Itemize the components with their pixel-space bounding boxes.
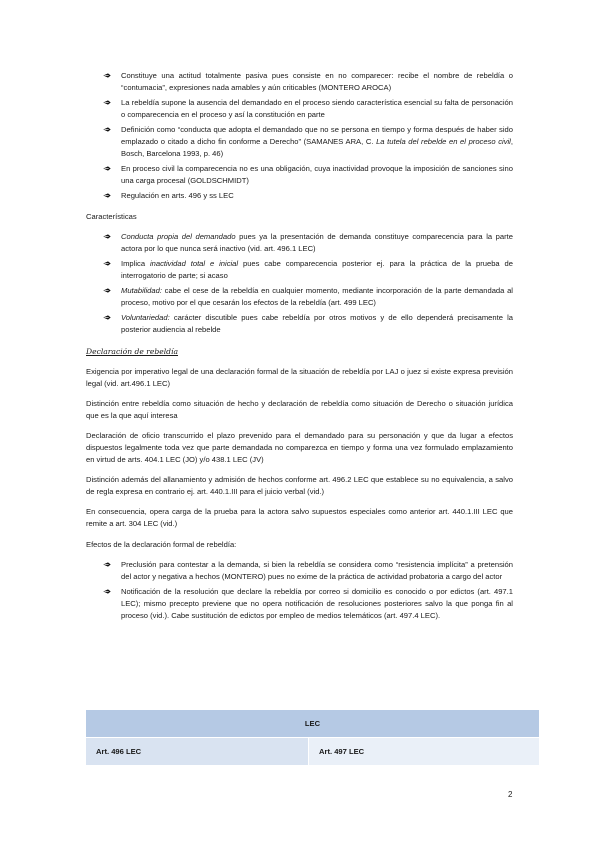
list-item-text: Preclusión para contestar a la demanda, si bien la rebeldía se considera como “resistencia implícita” a pretensión del actor y negativa a hechos (MONTERO) pues no exime de la práctica de actividad probatoria a cargo del actor <box>121 560 513 581</box>
pen-nib-icon <box>103 166 111 171</box>
emphasis-text: Mutabilidad: <box>121 286 162 295</box>
pen-nib-icon <box>103 193 111 198</box>
list-item <box>86 258 513 282</box>
pen-nib-icon <box>103 288 111 293</box>
list-item-text: La rebeldía supone la ausencia del demandado en el proceso siendo característica esencial su falta de personación o comparecencia en el proceso y así la constitución en parte <box>121 98 513 119</box>
table-row <box>86 738 539 766</box>
book-title: La tutela del rebelde en el proceso civil <box>376 137 511 146</box>
list-item <box>86 124 513 160</box>
table-cell: Art. 497 LEC <box>309 738 540 766</box>
caracteristicas-list <box>86 231 513 336</box>
list-item <box>86 97 513 121</box>
table-header-cell: LEC <box>86 710 539 738</box>
table-cell: Art. 496 LEC <box>86 738 309 766</box>
list-item <box>86 163 513 187</box>
efectos-list <box>86 559 513 622</box>
paragraph: Distinción además del allanamiento y admisión de hechos conforme art. 496.2 LEC que establece su no equivalencia, a salvo de regla expresa en contrario ej. art. 440.1.III para el juicio verbal (vid.) <box>86 475 513 496</box>
list-item-text: Notificación de la resolución que declare la rebeldía por correo si domicilio es conocido o por edictos (art. 497.1 LEC); mismo precepto previene que no opera notificación de resoluciones posteriores salvo la que ponga fin al proceso (vid.). Cabe sustitución de edictos por empleo de medios telemáticos (art. 497.4 LEC). <box>121 587 513 620</box>
pen-nib-icon <box>103 234 111 239</box>
list-item-text: carácter discutible pues cabe rebeldía por otros motivos y de ello dependerá precisamente la posterior audiencia al rebelde <box>121 313 513 334</box>
list-item-text: , Bosch, Barcelona 1993, p. 46) <box>121 137 513 158</box>
emphasis-text: Conducta propia del demandado <box>121 232 236 241</box>
list-item-text: cabe el cese de la rebeldía en cualquier momento, mediante incorporación de la parte demandada al proceso, motivo por el que cesarán los efectos de la rebeldía (art. 499 LEC) <box>121 286 513 307</box>
list-item-text: pues cabe comparecencia posterior ej. para la práctica de la prueba de interrogatorio de parte; si acaso <box>121 259 513 280</box>
paragraph: Distinción entre rebeldía como situación de hecho y declaración de rebeldía como situación de Derecho o situación jurídica que es la que aquí interesa <box>86 399 513 420</box>
list-item-text: Implica <box>121 259 150 268</box>
list-item <box>86 586 513 622</box>
emphasis-text: Voluntariedad: <box>121 313 170 322</box>
list-item-text: En proceso civil la comparecencia no es una obligación, cuya inactividad provoque la imposición de sanciones sino una carga procesal (GOLDSCHMIDT) <box>121 164 513 185</box>
intro-list <box>86 70 513 202</box>
list-item <box>86 312 513 336</box>
list-item-text: Constituye una actitud totalmente pasiva pues consiste en no comparecer: recibe el nombre de rebeldía o “contumacia”, expresiones nada amables y aún criticables (MONTERO AROCA) <box>121 71 513 92</box>
list-item <box>86 190 513 202</box>
page-number: 2 <box>508 790 513 799</box>
section-heading-efectos: Efectos de la declaración formal de rebeldía: <box>86 540 237 549</box>
pen-nib-icon <box>103 589 111 594</box>
list-item-text: Definición como “conducta que adopta el demandado que no se persona en tiempo y forma después de haber sido emplazado o citado a dicho fin conforme a Derecho” (SAMANES ARA, C. <box>121 125 513 146</box>
list-item <box>86 70 513 94</box>
paragraph: En consecuencia, opera carga de la prueba para la actora salvo supuestos especiales como anterior art. 440.1.III LEC que remite a art. 304 LEC (vid.) <box>86 507 513 528</box>
pen-nib-icon <box>103 261 111 266</box>
pen-nib-icon <box>103 73 111 78</box>
pen-nib-icon <box>103 562 111 567</box>
paragraph: Declaración de oficio transcurrido el plazo prevenido para el demandado para su personación y que da lugar a efectos dispuestos legalmente toda vez que parte demandada no comparezca en tiempo y forma una vez formulado emplazamiento en virtud de arts. 404.1 LEC (JO) y/o 438.1 LEC (JV) <box>86 431 513 464</box>
paragraph: Exigencia por imperativo legal de una declaración formal de la situación de rebeldía por LAJ o juez si existe expresa previsión legal (vid. art.496.1 LEC) <box>86 367 513 388</box>
list-item <box>86 559 513 583</box>
pen-nib-icon <box>103 100 111 105</box>
list-item-text: Regulación en arts. 496 y ss LEC <box>121 191 234 200</box>
section-heading-caracteristicas: Características <box>86 212 137 221</box>
pen-nib-icon <box>103 127 111 132</box>
document-body <box>86 70 513 628</box>
table-header-row <box>86 710 539 738</box>
list-item-text: pues ya la presentación de demanda constituye comparecencia para la parte actora por lo que nunca será inactivo (vid. art. 496.1 LEC) <box>121 232 513 253</box>
pen-nib-icon <box>103 315 111 320</box>
lec-table <box>86 710 539 765</box>
section-heading-declaracion: Declaración de rebeldía <box>86 347 179 356</box>
list-item <box>86 285 513 309</box>
emphasis-text: inactividad total e inicial <box>149 259 239 268</box>
list-item <box>86 231 513 255</box>
